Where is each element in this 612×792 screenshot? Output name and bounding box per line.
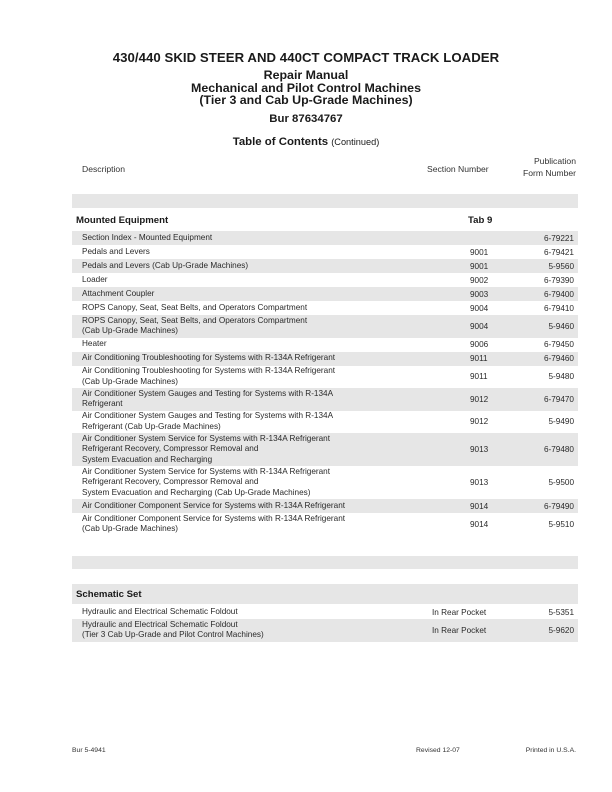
table-row [72, 433, 578, 466]
row-description [72, 274, 422, 287]
table-row [72, 499, 578, 513]
row-section-number: 9001 [470, 261, 489, 271]
row-description-line: Attachment Coupler [82, 288, 155, 298]
table-row [72, 301, 578, 315]
column-publication [523, 155, 576, 179]
row-form-number: 6-79400 [543, 289, 574, 299]
row-description-line: System Evacuation and Recharging [82, 454, 213, 464]
table-row [72, 287, 578, 301]
row-description-line: (Cab Up-Grade Machines) [82, 376, 179, 386]
row-description-line: Heater [82, 339, 107, 349]
row-section-number: 9012 [470, 417, 489, 427]
row-description-line: Hydraulic and Electrical Schematic Foldout [82, 606, 238, 616]
doc-number: Bur 87634767 [269, 112, 343, 125]
row-description-line: Pedals and Levers [82, 246, 150, 256]
row-section-number: 9006 [470, 340, 489, 349]
row-description [72, 619, 422, 642]
column-headers [72, 155, 578, 183]
table-row [72, 411, 578, 434]
row-section-number: 9013 [470, 445, 489, 454]
section-title-label: Schematic Set [76, 589, 142, 600]
row-section-number: 9004 [470, 303, 489, 313]
row-description-line: System Evacuation and Recharging (Cab Up-Grade Machines) [82, 487, 311, 497]
row-section-number: 9013 [470, 478, 489, 487]
row-section-number: 9014 [470, 501, 489, 511]
row-description [72, 232, 422, 245]
column-section-number: Section Number [427, 164, 489, 174]
row-form-number: 5-9460 [548, 321, 574, 331]
toc-heading [0, 135, 612, 149]
table-row [72, 466, 578, 499]
table-row [72, 605, 578, 619]
row-description [72, 606, 422, 619]
row-description [72, 352, 422, 365]
row-form-number: 5-5351 [548, 607, 574, 617]
mounted-equipment-list [72, 231, 578, 536]
row-form-number: 6-79490 [543, 501, 574, 511]
row-section-number: 9003 [470, 289, 489, 299]
row-description-line: (Tier 3 Cab Up-Grade and Pilot Control Machines) [82, 630, 264, 640]
row-description-line: Refrigerant [82, 399, 123, 409]
table-row [72, 388, 578, 411]
row-description-line: Air Conditioning Troubleshooting for Systems with R-134A Refrigerant [82, 366, 336, 376]
subtitle-line-3: (Tier 3 and Cab Up-Grade Machines) [199, 93, 413, 107]
row-form-number: 5-9480 [548, 372, 574, 382]
row-description-line: Pedals and Levers (Cab Up-Grade Machines) [82, 260, 249, 270]
row-form-number: 5-9560 [548, 261, 574, 271]
row-description [72, 315, 422, 338]
row-description-line: Air Conditioning Troubleshooting for Systems with R-134A Refrigerant [82, 353, 336, 363]
row-section-number: 9014 [470, 519, 489, 529]
row-description-line: Air Conditioner Component Service for Systems with R-134A Refrigerant [82, 513, 346, 523]
section-title-schematic-set [72, 589, 578, 602]
row-section-number: In Rear Pocket [432, 607, 487, 617]
row-description-line: (Cab Up-Grade Machines) [82, 326, 179, 336]
row-section-number: 9011 [470, 372, 488, 382]
row-form-number: 6-79421 [543, 247, 574, 257]
subtitle-line-1: Repair Manual [263, 68, 349, 82]
row-form-number: 5-9500 [548, 478, 574, 487]
row-description-line: Air Conditioner System Gauges and Testing for Systems with R-134A [82, 411, 334, 421]
row-form-number: 6-79410 [543, 303, 574, 313]
row-description [72, 388, 422, 411]
row-description [72, 302, 422, 315]
footer-doc-number: Bur 5-4941 [72, 747, 106, 754]
row-description-line: Refrigerant Recovery, Compressor Removal and [82, 444, 259, 454]
row-form-number: 5-9510 [548, 519, 574, 529]
row-section-number: 9002 [470, 275, 489, 285]
column-description: Description [82, 164, 125, 174]
row-form-number: 6-79390 [543, 275, 574, 285]
table-row [72, 231, 578, 245]
row-description [72, 410, 422, 433]
subtitle-line-2: Mechanical and Pilot Control Machines [191, 80, 421, 95]
divider-band [72, 556, 578, 569]
row-section-number: 9011 [470, 354, 488, 363]
row-description-line: Air Conditioner Component Service for Systems with R-134A Refrigerant [82, 500, 346, 510]
table-row [72, 245, 578, 259]
row-description-line: ROPS Canopy, Seat, Seat Belts, and Operators Compartment [82, 302, 308, 312]
table-row [72, 273, 578, 287]
row-form-number: 6-79221 [543, 233, 574, 243]
row-description [72, 260, 422, 273]
footer-revised: Revised 12-07 [416, 747, 460, 754]
table-row [72, 366, 578, 389]
row-description [72, 288, 422, 301]
section-title-label: Mounted Equipment [76, 215, 169, 226]
column-publication-line1: Publication [533, 156, 576, 166]
row-description-line: Loader [82, 274, 108, 284]
row-description-line: (Cab Up-Grade Machines) [82, 524, 179, 534]
toc-note: (Continued) [331, 136, 380, 147]
row-section-number: In Rear Pocket [432, 625, 487, 635]
row-description [72, 365, 422, 388]
title-block [0, 50, 612, 149]
row-section-number: 9004 [470, 321, 489, 331]
row-form-number: 5-9490 [548, 417, 574, 427]
row-description-line: Air Conditioner System Service for Systems with R-134A Refrigerant [82, 433, 330, 443]
row-description-line: Section Index - Mounted Equipment [82, 232, 213, 242]
row-form-number: 6-79480 [543, 445, 574, 454]
row-description [72, 500, 422, 513]
section-tab: Tab 9 [468, 215, 493, 226]
row-description [72, 246, 422, 259]
row-description [72, 338, 422, 351]
table-row [72, 259, 578, 273]
row-form-number: 6-79460 [543, 354, 574, 363]
row-section-number: 9012 [470, 394, 489, 404]
document-title: 430/440 SKID STEER AND 440CT COMPACT TRACK LOADER [112, 50, 500, 65]
toc-title: Table of Contents [232, 135, 329, 148]
row-form-number: 5-9620 [548, 625, 574, 635]
table-row [72, 315, 578, 338]
row-description [72, 466, 422, 500]
row-description-line: Air Conditioner System Gauges and Testing for Systems with R-134A [82, 388, 334, 398]
table-row [72, 513, 578, 536]
row-form-number: 6-79470 [543, 394, 574, 404]
section-title-mounted-equipment [72, 215, 578, 228]
row-section-number: 9001 [470, 247, 489, 257]
row-description-line: Refrigerant Recovery, Compressor Removal and [82, 477, 259, 487]
footer-printed: Printed in U.S.A. [525, 747, 576, 754]
row-description [72, 513, 422, 536]
row-description-line: Hydraulic and Electrical Schematic Foldout [82, 619, 238, 629]
row-description-line: Refrigerant (Cab Up-Grade Machines) [82, 421, 221, 431]
column-publication-line2: Form Number [522, 168, 576, 178]
row-description-line: Air Conditioner System Service for Systems with R-134A Refrigerant [82, 466, 330, 476]
divider-band [72, 194, 578, 208]
row-form-number: 6-79450 [543, 340, 574, 349]
table-row [72, 619, 578, 642]
row-description-line: ROPS Canopy, Seat, Seat Belts, and Operators Compartment [82, 315, 308, 325]
table-row [72, 352, 578, 366]
table-row [72, 338, 578, 352]
row-description [72, 433, 422, 467]
schematic-set-list [72, 605, 578, 642]
